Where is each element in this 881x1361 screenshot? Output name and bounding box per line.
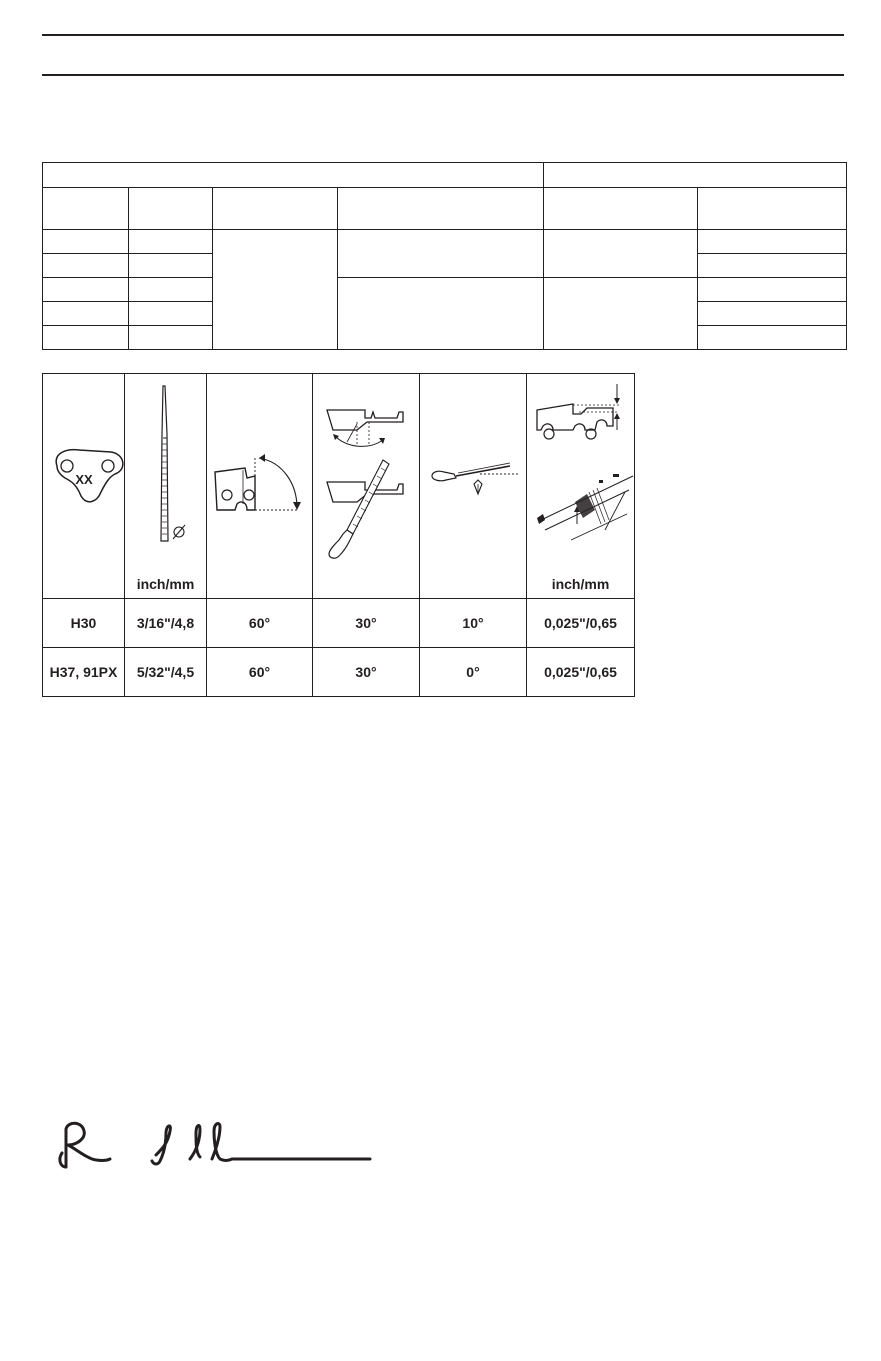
spec-cell	[43, 326, 129, 350]
depth-gauge-tool-icon	[537, 474, 633, 540]
spec-cell	[129, 326, 213, 350]
spec-subheader-row	[43, 188, 847, 230]
side-angle: 30°	[313, 648, 420, 697]
spec-cell	[213, 188, 338, 230]
spec-cell	[544, 230, 698, 278]
spec-cell	[698, 326, 847, 350]
spec-cell	[213, 230, 338, 350]
tilt-angle-icon	[420, 374, 527, 598]
spec-cell	[338, 230, 544, 278]
top-plate-angle: 60°	[207, 599, 313, 648]
spec-cell	[129, 254, 213, 278]
depth-gauge: 0,025"/0,65	[527, 599, 635, 648]
tilt-angle-cell	[420, 374, 527, 599]
spec-header-row	[43, 163, 847, 188]
sharpening-table	[42, 373, 635, 697]
spec-table	[42, 162, 847, 350]
table-row	[43, 599, 635, 648]
round-file-icon	[125, 374, 207, 598]
illustration-row	[43, 374, 635, 599]
spec-cell	[544, 278, 698, 350]
depth-gauge: 0,025"/0,65	[527, 648, 635, 697]
spec-header-cell	[43, 163, 544, 188]
spec-cell	[129, 230, 213, 254]
second-rule	[42, 74, 844, 76]
top-plate-angle-icon	[207, 374, 313, 598]
spec-row	[43, 230, 847, 254]
file-cell	[125, 374, 207, 599]
chain-mark-cell	[43, 374, 125, 599]
spec-cell	[698, 278, 847, 302]
top-plate-angle-cell	[207, 374, 313, 599]
spec-cell	[129, 278, 213, 302]
table-row	[43, 648, 635, 697]
file-diameter: 5/32"/4,5	[125, 648, 207, 697]
spec-cell	[129, 302, 213, 326]
spec-cell	[698, 302, 847, 326]
top-plate-angle: 60°	[207, 648, 313, 697]
signature	[52, 1115, 382, 1175]
spec-cell	[43, 188, 129, 230]
chain-type: H37, 91PX	[43, 648, 125, 697]
tilt-angle: 10°	[420, 599, 527, 648]
spec-cell	[43, 230, 129, 254]
spec-header-cell	[544, 163, 847, 188]
spec-cell	[544, 188, 698, 230]
file-icon	[329, 460, 389, 558]
spec-cell	[698, 254, 847, 278]
spec-cell	[43, 254, 129, 278]
spec-cell	[43, 302, 129, 326]
spec-cell	[129, 188, 213, 230]
chain-drive-link-icon	[43, 374, 125, 598]
spec-cell	[43, 278, 129, 302]
side-angle-cell	[313, 374, 420, 599]
depth-gauge-icon	[527, 374, 635, 598]
top-rule	[42, 34, 844, 36]
side-angle: 30°	[313, 599, 420, 648]
depth-gauge-unit: inch/mm	[551, 576, 610, 592]
depth-gauge-cell	[527, 374, 635, 599]
tilt-angle: 0°	[420, 648, 527, 697]
spec-cell	[338, 188, 544, 230]
side-angle-icon	[313, 374, 420, 598]
spec-cell	[338, 278, 544, 350]
chain-mark-label: XX	[75, 472, 93, 487]
file-unit: inch/mm	[136, 576, 195, 592]
chain-type: H30	[43, 599, 125, 648]
spec-row	[43, 278, 847, 302]
file-diameter: 3/16"/4,8	[125, 599, 207, 648]
spec-cell	[698, 230, 847, 254]
spec-cell	[698, 188, 847, 230]
